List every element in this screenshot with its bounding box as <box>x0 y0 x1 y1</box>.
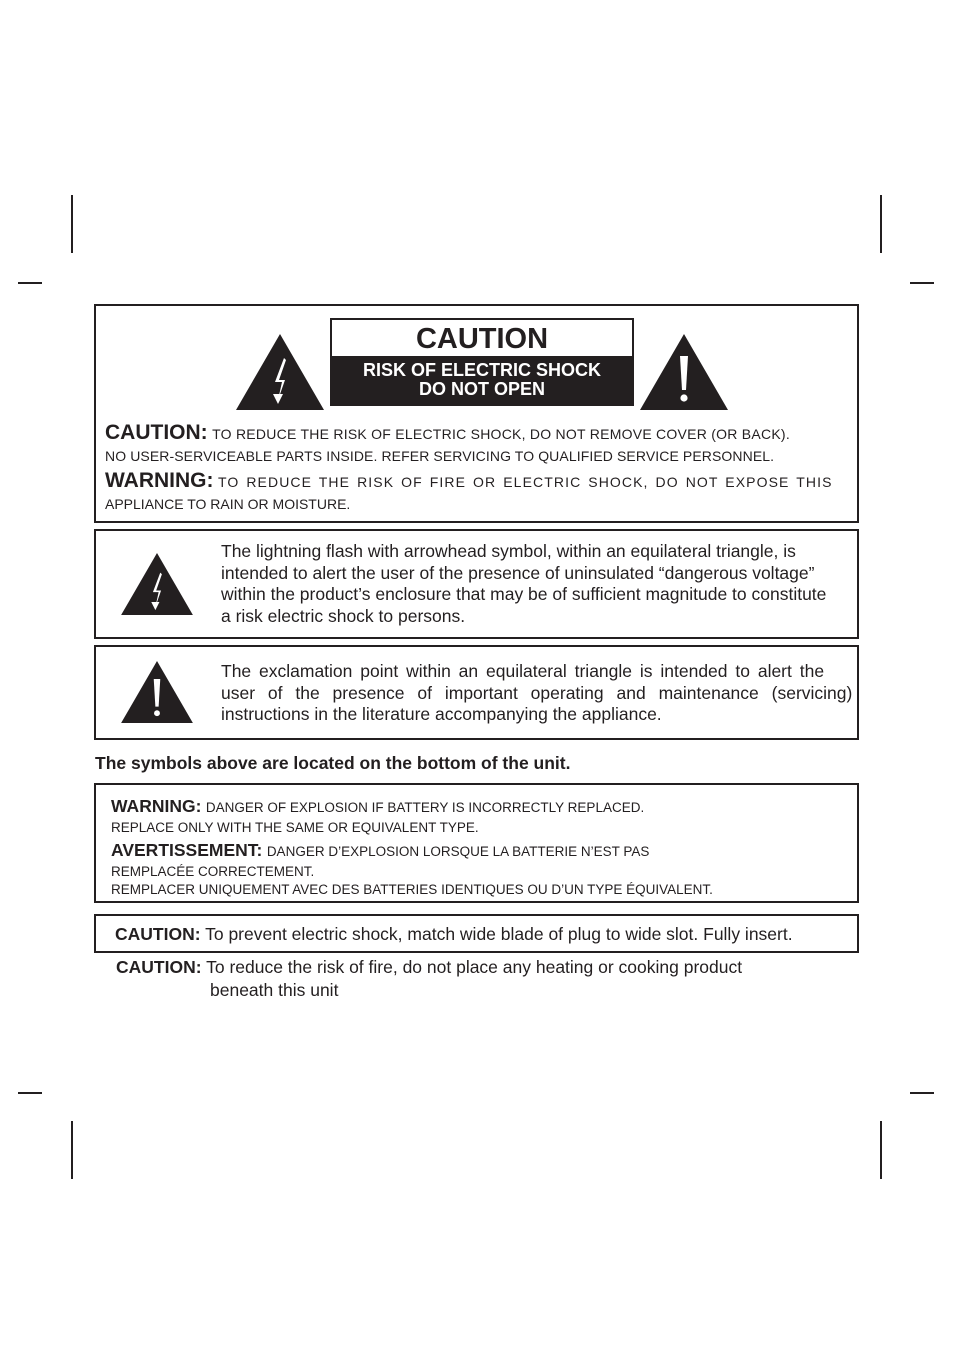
lightning-triangle-icon <box>236 334 324 410</box>
description-line: user of the presence of important operating and maintenance (servicing) <box>221 682 853 703</box>
crop-mark <box>18 1092 42 1094</box>
warning-text: TO REDUCE THE RISK OF FIRE OR ELECTRIC SHOCK, DO NOT EXPOSE THIS <box>217 474 833 490</box>
avertissement-text: DANGER D’EXPLOSION LORSQUE LA BATTERIE N’EST PAS <box>266 844 650 859</box>
caution-box <box>94 304 859 523</box>
caution-label-line: RISK OF ELECTRIC SHOCK <box>362 360 601 380</box>
avertissement-heading: AVERTISSEMENT: <box>111 840 263 860</box>
fire-caution-heading: CAUTION: <box>116 957 202 977</box>
fire-caution-text: To reduce the risk of fire, do not place any heating or cooking product <box>206 957 743 977</box>
crop-mark <box>910 1092 934 1094</box>
plug-caution-heading: CAUTION: <box>115 924 201 944</box>
caution-label-line: DO NOT OPEN <box>418 379 545 399</box>
crop-mark <box>880 1121 882 1179</box>
crop-mark <box>71 195 73 253</box>
description-line: within the product’s enclosure that may be of sufficient magnitude to constitute <box>221 584 827 604</box>
crop-mark <box>880 195 882 253</box>
symbols-location-note: The symbols above are located on the bottom of the unit. <box>95 753 571 773</box>
battery-warning-text: DANGER OF EXPLOSION IF BATTERY IS INCORRECTLY REPLACED. <box>205 800 645 815</box>
warning-text-line2: APPLIANCE TO RAIN OR MOISTURE. <box>105 496 351 512</box>
plug-caution-text: To prevent electric shock, match wide blade of plug to wide slot. Fully insert. <box>205 924 793 944</box>
exclamation-triangle-icon <box>121 661 193 723</box>
warning-heading: WARNING: <box>105 469 214 492</box>
fire-caution-text-line2: beneath this unit <box>210 980 339 1000</box>
caution-label-title: CAUTION <box>415 323 549 355</box>
caution-label-band <box>332 356 632 404</box>
crop-mark <box>910 282 934 284</box>
avertissement-text-line3: REMPLACER UNIQUEMENT AVEC DES BATTERIES IDENTIQUES OU D’UN TYPE ÉQUIVALENT. <box>111 882 713 897</box>
crop-mark <box>71 1121 73 1179</box>
lightning-description <box>221 541 841 627</box>
warning-paragraph <box>105 470 855 514</box>
caution-heading: CAUTION: <box>105 421 208 444</box>
avertissement-text-line2: REMPLACÉE CORRECTEMENT. <box>111 864 315 879</box>
description-line: The exclamation point within an equilateral triangle is intended to alert the <box>221 661 825 681</box>
battery-warning-text-line2: REPLACE ONLY WITH THE SAME OR EQUIVALENT TYPE. <box>111 820 479 835</box>
caution-text: TO REDUCE THE RISK OF ELECTRIC SHOCK, DO NOT REMOVE COVER (OR BACK). <box>212 426 790 442</box>
plug-caution-box <box>94 914 859 953</box>
exclamation-symbol-box <box>94 645 859 740</box>
caution-paragraph <box>105 422 855 466</box>
exclamation-description <box>221 661 853 726</box>
description-line: a risk electric shock to persons. <box>221 605 466 626</box>
crop-mark <box>18 282 42 284</box>
lightning-triangle-icon <box>121 553 193 615</box>
caution-text-line2: NO USER-SERVICEABLE PARTS INSIDE. REFER SERVICING TO QUALIFIED SERVICE PERSONNEL. <box>105 448 775 464</box>
fire-caution <box>116 956 742 1002</box>
description-line: intended to alert the user of the presence of uninsulated “dangerous voltage” <box>221 562 815 583</box>
description-line: The lightning flash with arrowhead symbol, within an equilateral triangle, is <box>221 541 796 561</box>
exclamation-triangle-icon <box>640 334 728 410</box>
battery-warning-heading: WARNING: <box>111 796 202 816</box>
battery-warning-box <box>94 783 859 903</box>
lightning-symbol-box <box>94 529 859 639</box>
description-line: instructions in the literature accompanying the appliance. <box>221 704 662 724</box>
caution-label <box>330 318 634 406</box>
